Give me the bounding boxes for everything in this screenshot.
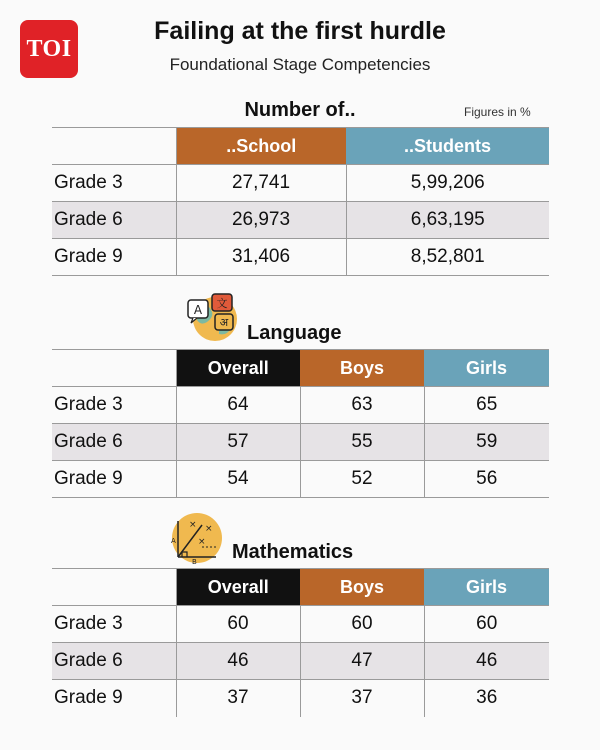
table-cell: 56 <box>424 461 549 498</box>
svg-text:A: A <box>193 303 203 317</box>
row-label: Grade 3 <box>52 387 176 424</box>
table-row <box>52 387 549 424</box>
svg-text:A: A <box>171 537 176 545</box>
table-cell: 65 <box>424 387 549 424</box>
svg-text:अ: अ <box>219 316 229 329</box>
mathematics-header-row <box>52 569 549 606</box>
language-section-title: Language <box>247 322 342 344</box>
table-row <box>52 202 549 239</box>
table-cell: 60 <box>424 606 549 643</box>
table-cell: 57 <box>176 424 300 461</box>
numbers-table <box>52 127 549 276</box>
table-cell: 37 <box>300 680 424 717</box>
row-label: Grade 3 <box>52 606 176 643</box>
table-cell: 46 <box>176 643 300 680</box>
svg-text:×: × <box>189 520 197 530</box>
column-header-overall: Overall <box>176 350 300 387</box>
column-header-girls: Girls <box>424 569 549 606</box>
table-cell: 37 <box>176 680 300 717</box>
language-icon <box>185 292 241 344</box>
page-subtitle: Foundational Stage Competencies <box>169 55 431 74</box>
table-cell: 63 <box>300 387 424 424</box>
table-cell: 60 <box>300 606 424 643</box>
language-table <box>52 349 549 498</box>
table-row <box>52 424 549 461</box>
row-label: Grade 6 <box>52 424 176 461</box>
table-cell: 8,52,801 <box>346 239 549 276</box>
table-row <box>52 461 549 498</box>
header-blank-cell <box>52 569 176 606</box>
column-header-girls: Girls <box>424 350 549 387</box>
table-cell: 60 <box>176 606 300 643</box>
language-header-row <box>52 350 549 387</box>
table-cell: 47 <box>300 643 424 680</box>
row-label: Grade 3 <box>52 165 176 202</box>
table-cell: 55 <box>300 424 424 461</box>
figures-note: Figures in % <box>464 105 531 119</box>
row-label: Grade 6 <box>52 202 176 239</box>
table-cell: 6,63,195 <box>346 202 549 239</box>
table-row <box>52 606 549 643</box>
row-label: Grade 6 <box>52 643 176 680</box>
svg-text:文: 文 <box>216 297 228 310</box>
table-cell: 5,99,206 <box>346 165 549 202</box>
column-header-overall: Overall <box>176 569 300 606</box>
logo-text: TOI <box>26 35 72 62</box>
page-title: Failing at the first hurdle <box>154 17 446 45</box>
table-cell: 64 <box>176 387 300 424</box>
row-label: Grade 9 <box>52 461 176 498</box>
numbers-header-row <box>52 128 549 165</box>
header-blank-cell <box>52 128 176 165</box>
table-row <box>52 680 549 717</box>
table-cell: 54 <box>176 461 300 498</box>
table-cell: 31,406 <box>176 239 346 276</box>
table-cell: 27,741 <box>176 165 346 202</box>
mathematics-table <box>52 568 549 717</box>
header-blank-cell <box>52 350 176 387</box>
table-row <box>52 165 549 202</box>
table-cell: 46 <box>424 643 549 680</box>
column-header-students: ..Students <box>346 128 549 165</box>
column-header-boys: Boys <box>300 569 424 606</box>
numbers-section-title: Number of.. <box>244 99 356 121</box>
table-cell: 59 <box>424 424 549 461</box>
column-header-boys: Boys <box>300 350 424 387</box>
table-cell: 26,973 <box>176 202 346 239</box>
svg-text:×: × <box>198 537 206 547</box>
svg-text:×: × <box>205 524 213 534</box>
mathematics-section-title: Mathematics <box>232 541 354 563</box>
mathematics-icon <box>168 511 226 565</box>
table-row <box>52 239 549 276</box>
column-header-school: ..School <box>176 128 346 165</box>
table-cell: 52 <box>300 461 424 498</box>
svg-text:B: B <box>192 558 197 565</box>
table-cell: 36 <box>424 680 549 717</box>
table-row <box>52 643 549 680</box>
row-label: Grade 9 <box>52 239 176 276</box>
row-label: Grade 9 <box>54 687 123 709</box>
